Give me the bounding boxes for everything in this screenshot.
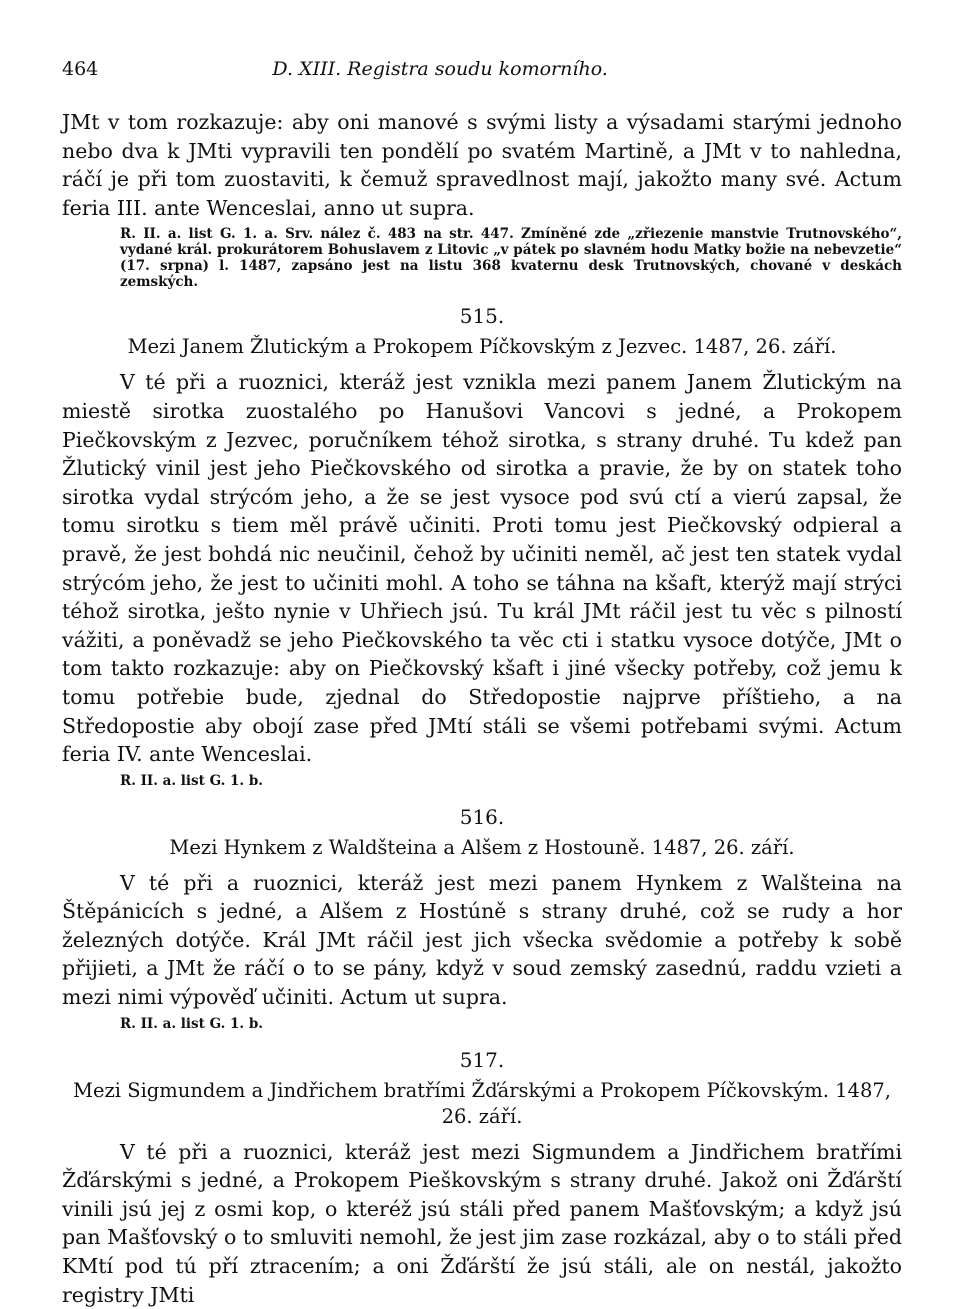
entry-number: 515. — [459, 304, 505, 329]
entry-number: 516. — [459, 804, 505, 829]
entry-515 — [62, 304, 902, 790]
entry-text: V té při a ruoznici, kteráž jest vznikla mezi panem Janem Žlutickým na miestě sirotka zuostalého po Hanušovi Vancovi s jedné, a Prokopem Piečkovským z Jezvec, poručníkem téhož sirotka, s strany druhé. Tu kdež pan Žlutický vinil jest jeho Piečkovského od sirotka a pravie, že by on statek toho sirotka vydal strýcóm jeho, a že se jest vysoce pod svú ctí a vierú zapsal, že tomu sirotku s tiem měl právě učiniti. Proti tomu jest Piečkovský odpieral a pravě, že jest bohdá nic neučinil, čehož by učiniti neměl, ač jest ten statek vydal strýcóm jeho, že jest to učiniti mohl. A toho se táhna na kšaft, kterýž mají strýci téhož sirotka, ješto nynie v Uhřiech jsú. Tu král JMt ráčil jest tu věc s pilností vážiti, a poněvadž se jeho Piečkovského ta věc cti i statku vysoce dotýče, JMt o tom takto rozkazuje: aby on Piečkovský kšaft i jiné všecky potřeby, což jemu k tomu potřebie bude, zjednal do Středopostie najprve příštieho, a na Středopostie aby obojí zase před JMtí stáli se všemi potřebami svými. Actum feria IV. ante Wenceslai. — [62, 370, 902, 767]
entry-number: 517. — [459, 1047, 505, 1072]
entry-title: Mezi Janem Žlutickým a Prokopem Píčkovským z Jezvec. 1487, 26. září. — [127, 335, 837, 359]
archive-reference: R. II. a. list G. 1. b. — [120, 772, 263, 789]
editorial-note: R. II. a. list G. 1. a. Srv. nález č. 483 na str. 447. Zmíněné zde „zřiezenie manstvie Trutnovského“, vydané král. prokurátorem Bohuslavem z Litovic „v pátek po slavném hodu Matky božie na nebevzetie“ (17. srpna) l. 1487, zapsáno jest na listu 368 kvaternu desk Trutnovských, chované v deskách zemských. — [120, 226, 902, 291]
document-page — [62, 58, 902, 1309]
page-number: 464 — [62, 58, 99, 80]
entry-title: Mezi Hynkem z Waldšteina a Alšem z Hostouně. 1487, 26. září. — [169, 835, 795, 859]
running-title: D. XIII. Registra soudu komorního. — [272, 58, 608, 80]
entry-text: V té při a ruoznici, kteráž jest mezi Sigmundem a Jindřichem bratřími Žďárskými s jedné, a Prokopem Pieškovským s strany druhé. Jakož oni Žďárští vinili jsú jej z osmi kop, o kteréž jsú stáli před panem Mašťovským; a když jsú pan Mašťovský o to smluviti nemohl, že jest jim zase rozkázal, aby o to stáli před KMtí pod tú pří ztracením; a oni Žďárští že jsú stáli, ale on nestál, jakožto registry JMti — [62, 1139, 902, 1307]
entry-title: Mezi Sigmundem a Jindřichem bratřími Žďárskými a Prokopem Píčkovským. 1487, 26. září. — [73, 1078, 891, 1128]
page-header — [62, 58, 902, 80]
entry-text: V té při a ruoznici, kteráž jest mezi panem Hynkem z Walšteina na Štěpánicích s jedné, a Alšem z Hostúně s strany druhé, což se rudy a hor železných dotýče. Král JMt ráčil jest jich všecka svědomie a potřeby k sobě přijieti, a JMt že ráčí o to se pány, když v soud zemský zasednú, raddu vzieti a mezi nimi výpověď učiniti. Actum ut supra. — [62, 870, 902, 1010]
intro-paragraph: JMt v tom rozkazuje: aby oni manové s svými listy a výsadami starými jednoho nebo dva k JMti vypravili ten pondělí po svatém Martině, a JMt v to nahledna, ráčí je při tom zuostaviti, k čemuž spravedlnost mají, jakožto many své. Actum feria III. ante Wenceslai, anno ut supra. — [62, 110, 902, 220]
entry-516 — [62, 805, 902, 1034]
entry-517 — [62, 1048, 902, 1309]
archive-reference: R. II. a. list G. 1. b. — [120, 1015, 263, 1032]
